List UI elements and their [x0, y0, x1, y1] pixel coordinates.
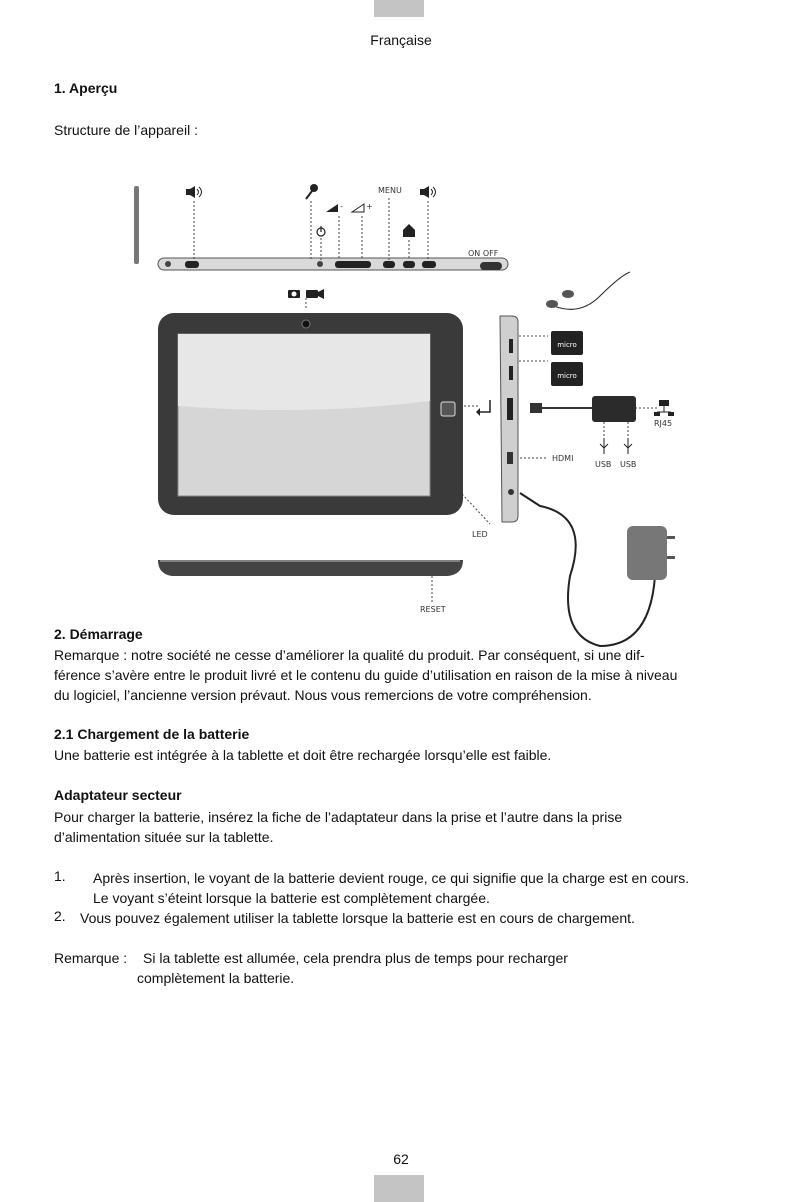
volume-down-icon	[326, 204, 338, 212]
micro-sd-card-icon	[551, 362, 583, 386]
volume-up-label: +	[366, 202, 373, 211]
section-2-remark-line-2: férence s’avère entre le produit livré et le contenu du guide d’utilisation en raison de la mise à niveau	[54, 667, 678, 683]
network-adapter-icon	[530, 396, 636, 422]
back-arrow-icon	[476, 400, 490, 416]
section-1-title: 1. Aperçu	[54, 80, 118, 96]
home-icon	[403, 224, 415, 237]
step-number: 1.	[54, 868, 66, 884]
rj45-label: RJ45	[654, 419, 673, 428]
bottom-edge-view	[158, 560, 463, 576]
volume-up-icon	[352, 204, 364, 212]
section-2-1-text: Une batterie est intégrée à la tablette et doit être rechargée lorsqu’elle est faible.	[54, 747, 552, 763]
step-1-line-2: Le voyant s’éteint lorsque la batterie est complètement chargée.	[93, 890, 490, 906]
adapter-line-2: d’alimentation située sur la tablette.	[54, 829, 274, 845]
speaker-icon	[186, 186, 202, 198]
note-label: Remarque :	[54, 950, 128, 966]
bottom-page-tab	[374, 1175, 424, 1202]
side-profile	[134, 186, 139, 264]
step-number: 2.	[54, 908, 66, 924]
menu-label: MENU	[378, 186, 402, 195]
page-number: 62	[393, 1151, 409, 1167]
usb-label-2: USB	[620, 460, 637, 469]
adapter-title: Adaptateur secteur	[54, 787, 182, 803]
on-off-switch	[480, 262, 502, 270]
power-adapter-icon	[520, 493, 675, 646]
micro-sd-card-icon	[551, 331, 583, 355]
note-line-2: complètement la batterie.	[137, 970, 295, 986]
section-2-1-title: 2.1 Chargement de la batterie	[54, 726, 250, 742]
power-icon	[317, 226, 325, 236]
step-2-line-1: Vous pouvez également utiliser la tablette lorsque la batterie est en cours de chargement.	[80, 910, 635, 926]
usb-icon	[600, 438, 608, 454]
top-edge-view	[158, 258, 508, 270]
camera-icon	[288, 290, 300, 298]
on-off-label: ON OFF	[468, 249, 499, 258]
tablet-side-view	[500, 316, 518, 522]
section-1-intro: Structure de l’appareil :	[54, 122, 198, 138]
top-page-tab	[374, 0, 424, 17]
earphones-icon	[546, 272, 630, 309]
speaker-icon	[420, 186, 436, 198]
reset-label: RESET	[420, 605, 446, 614]
header-language: Française	[370, 32, 432, 48]
adapter-line-1: Pour charger la batterie, insérez la fiche de l’adaptateur dans la prise et l’autre dans la prise	[54, 809, 623, 825]
step-1-line-1: Après insertion, le voyant de la batterie devient rouge, ce qui signifie que la charge est en cours.	[93, 870, 690, 886]
section-2-remark-line-3: du logiciel, l’ancienne version prévaut. Nous vous remercions de votre compréhension.	[54, 687, 592, 703]
led-label: LED	[472, 530, 488, 539]
svg-text:micro: micro	[557, 372, 577, 380]
section-2-remark-line-1: Remarque : notre société ne cesse d’améliorer la qualité du produit. Par conséquent, si une dif-	[54, 647, 645, 663]
svg-text:micro: micro	[557, 341, 577, 349]
video-camera-icon	[306, 289, 324, 299]
section-2-title: 2. Démarrage	[54, 626, 143, 642]
device-structure-diagram	[130, 176, 675, 661]
tablet-front	[158, 313, 463, 515]
usb-label-1: USB	[595, 460, 612, 469]
volume-down-label: -	[340, 202, 343, 211]
microphone-icon	[306, 184, 318, 199]
hdmi-label: HDMI	[552, 454, 574, 463]
note-line-1: Si la tablette est allumée, cela prendra plus de temps pour recharger	[143, 950, 568, 966]
usb-icon	[624, 438, 632, 454]
